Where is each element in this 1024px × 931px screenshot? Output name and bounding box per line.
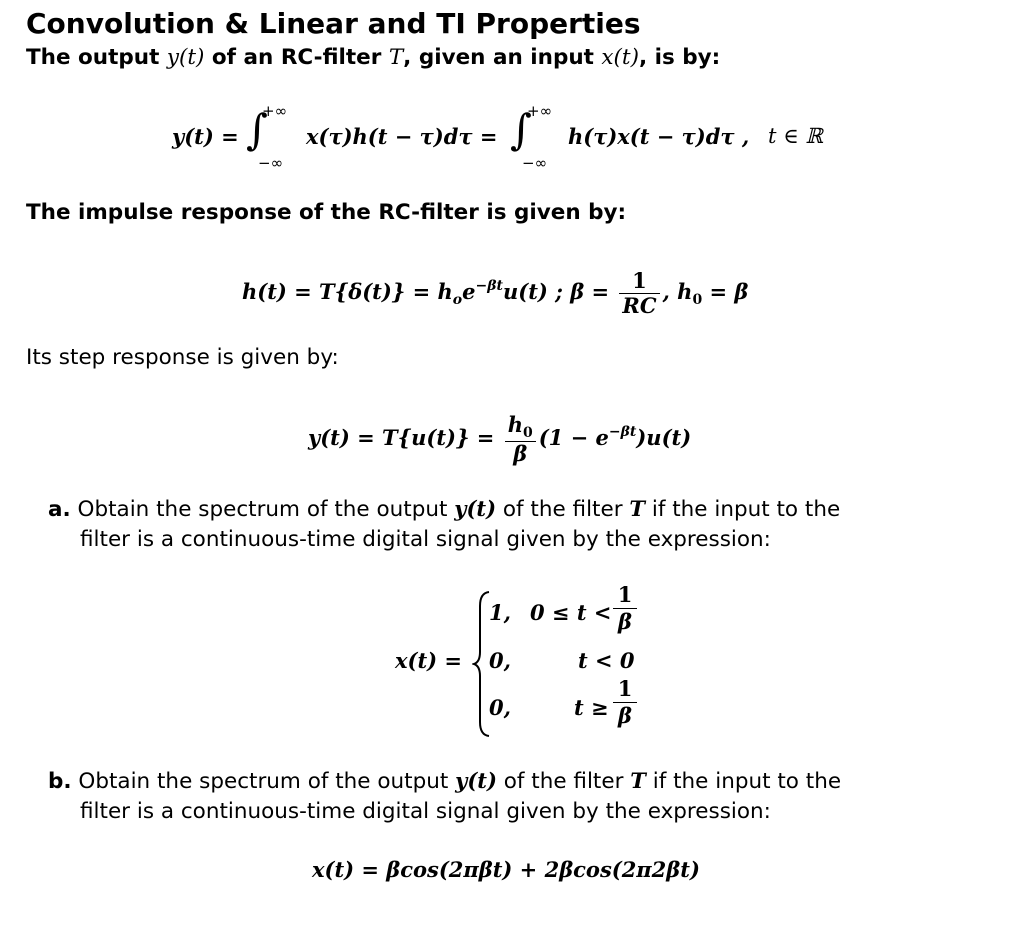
page-title: Convolution & Linear and TI Properties	[26, 7, 641, 40]
case1-fraction	[613, 582, 637, 635]
conv-integrand-2: h(τ)x(t − τ)dτ ,	[568, 124, 750, 149]
intro-sentence	[26, 45, 720, 70]
impulse-h0-sub: 0	[692, 292, 703, 308]
impulse-frac-num: 1	[619, 269, 659, 294]
part-b-text-1: Obtain the spectrum of the output	[71, 769, 456, 794]
int2-lower-limit: −∞	[522, 154, 548, 172]
impulse-lhs: h(t) = T{δ(t)} = h	[242, 279, 453, 304]
impulse-e: e	[462, 279, 476, 304]
part-b-text-2: of the filter	[496, 769, 631, 794]
impulse-exponent: −βt	[475, 278, 503, 294]
case3-value: 0,	[489, 695, 511, 720]
part-b-line2: filter is a continuous-time digital signal given by the expression:	[80, 799, 771, 824]
impulse-tail2: = β	[702, 279, 749, 304]
case3-fraction	[613, 676, 637, 729]
conv-integrand-1: x(τ)h(t − τ)dτ =	[306, 124, 498, 149]
int2-upper-limit: +∞	[527, 102, 553, 120]
step-heading: Its step response is given by:	[26, 345, 339, 370]
part-b-line1	[48, 766, 841, 797]
integral-sign-2: ∫	[510, 105, 532, 154]
impulse-fraction	[619, 269, 659, 318]
int1-lower-limit: −∞	[258, 154, 284, 172]
part-a-line2: filter is a continuous-time digital signal given by the expression:	[80, 527, 771, 552]
step-frac-num-sub: 0	[522, 424, 533, 441]
impulse-heading: The impulse response of the RC-filter is given by:	[26, 200, 627, 225]
int1-upper-limit: +∞	[262, 102, 288, 120]
piecewise-lhs: x(t) =	[395, 648, 462, 673]
intro-T: T	[388, 45, 404, 70]
part-a-T: T	[629, 496, 646, 521]
step-frac-den: β	[513, 440, 528, 466]
conv-lhs: y(t) =	[172, 124, 239, 149]
case3-frac-num: 1	[613, 676, 637, 703]
intro-yt: y(t)	[166, 45, 205, 70]
part-a-yt: y(t)	[454, 496, 497, 521]
part-b-label: b.	[48, 769, 72, 794]
impulse-h-sub: o	[452, 292, 463, 308]
part-a-question	[48, 494, 840, 555]
part-b-yt: y(t)	[455, 768, 497, 793]
step-frac-num-wrap	[505, 413, 536, 442]
part-b-question	[48, 766, 841, 827]
intro-xt: x(t)	[601, 45, 639, 70]
case3-condition: t ≥	[574, 695, 609, 720]
step-lhs: y(t) = T{u(t)} =	[308, 425, 495, 450]
case1-frac-num: 1	[613, 582, 637, 609]
impulse-frac-den: RC	[622, 293, 657, 318]
part-a-text-1: Obtain the spectrum of the output	[70, 497, 455, 522]
impulse-u: u(t) ; β =	[502, 279, 610, 304]
conv-domain: t ∈ ℝ	[768, 124, 823, 148]
part-a-label: a.	[48, 497, 71, 522]
case1-value: 1,	[489, 600, 511, 625]
intro-prefix: The output	[26, 45, 167, 70]
case1-frac-den: β	[618, 609, 632, 634]
intro-mid2: , given an input	[403, 45, 602, 70]
impulse-tail: , h	[662, 279, 693, 304]
part-b-T: T	[630, 768, 646, 793]
part-a-line1	[48, 494, 840, 525]
part-b-text-3: if the input to the	[645, 769, 842, 794]
impulse-equation	[242, 258, 748, 328]
signal-b-equation: x(t) = βcos(2πβt) + 2βcos(2π2βt)	[312, 857, 700, 882]
intro-suffix: , is by:	[638, 45, 721, 70]
intro-mid1: of an RC-filter	[204, 45, 389, 70]
step-equation	[308, 402, 691, 468]
step-exponent: −βt	[608, 424, 637, 440]
part-a-text-3: if the input to the	[645, 497, 841, 522]
step-frac-num: h	[507, 411, 523, 437]
case3-frac-den: β	[618, 703, 632, 728]
step-fraction	[505, 413, 536, 466]
case2-condition: t < 0	[578, 648, 635, 673]
case1-condition: 0 ≤ t <	[530, 600, 612, 625]
case2-value: 0,	[489, 648, 511, 673]
part-a-text-2: of the filter	[496, 497, 630, 522]
step-body-end: )u(t)	[636, 425, 692, 450]
step-body: (1 − e	[538, 425, 609, 450]
integral-sign-1: ∫	[246, 105, 268, 154]
